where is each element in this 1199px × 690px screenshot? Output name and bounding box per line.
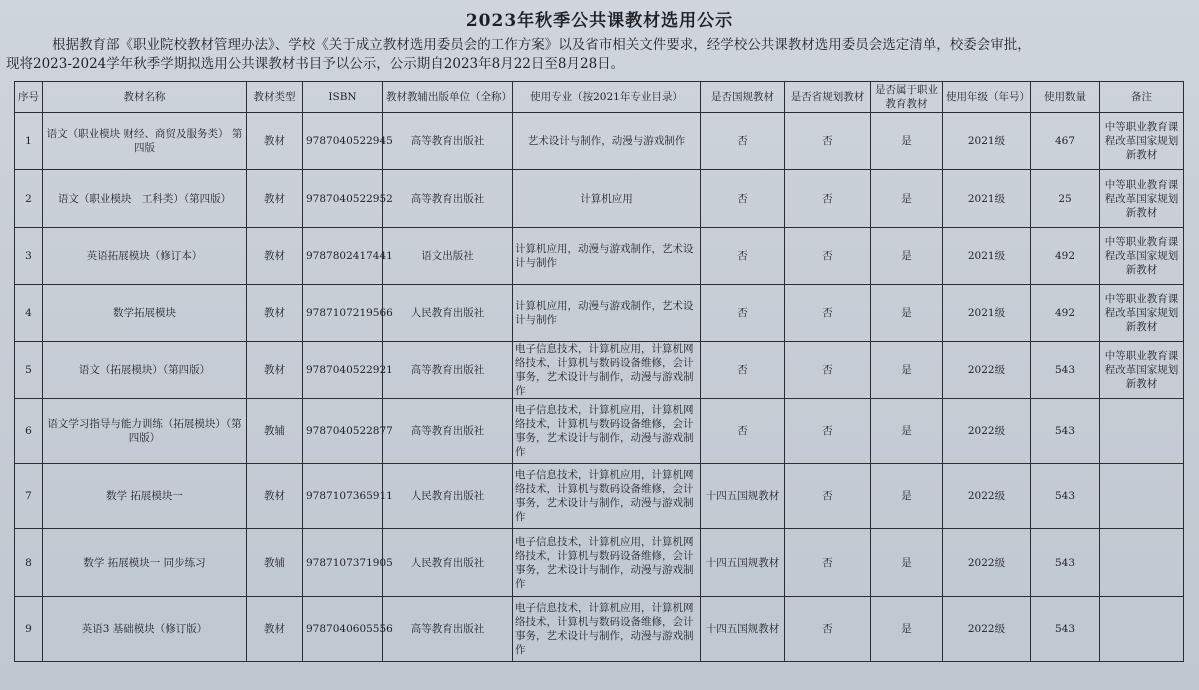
header-cell: 使用数量 xyxy=(1031,82,1100,113)
grade: 2022级 xyxy=(943,399,1031,464)
textbook-name: 英语拓展模块（修订本） xyxy=(43,228,247,285)
intro-paragraph xyxy=(6,36,1196,74)
textbook-name: 语文（职业模块 财经、商贸及服务类） 第四版 xyxy=(43,113,247,170)
quantity: 543 xyxy=(1031,464,1100,529)
grade: 2021级 xyxy=(943,285,1031,342)
row-number: 2 xyxy=(15,170,43,228)
quantity: 492 xyxy=(1031,285,1100,342)
majors: 电子信息技术，计算机应用，计算机网络技术，计算机与数码设备维修，会计事务，艺术设计与制作，动漫与游戏制作 xyxy=(513,464,701,529)
publisher: 语文出版社 xyxy=(383,228,513,285)
provincial-plan: 否 xyxy=(785,228,871,285)
table-header-row xyxy=(15,82,1184,113)
majors: 电子信息技术，计算机应用，计算机网络技术，计算机与数码设备维修，会计事务，艺术设计与制作，动漫与游戏制作 xyxy=(513,399,701,464)
textbook-name: 语文学习指导与能力训练（拓展模块）（第四版） xyxy=(43,399,247,464)
isbn: 9787107365911 xyxy=(303,464,383,529)
grade: 2022级 xyxy=(943,529,1031,597)
table-row xyxy=(15,464,1184,529)
isbn: 9787107219566 xyxy=(303,285,383,342)
grade: 2022级 xyxy=(943,464,1031,529)
grade: 2021级 xyxy=(943,113,1031,170)
textbook-name: 英语3 基础模块（修订版） xyxy=(43,597,247,662)
publisher: 高等教育出版社 xyxy=(383,399,513,464)
provincial-plan: 否 xyxy=(785,113,871,170)
remarks: 中等职业教育课程改革国家规划新教材 xyxy=(1100,113,1184,170)
remarks xyxy=(1100,399,1184,464)
table-row xyxy=(15,342,1184,399)
row-number: 9 xyxy=(15,597,43,662)
majors: 艺术设计与制作，动漫与游戏制作 xyxy=(513,113,701,170)
provincial-plan: 否 xyxy=(785,529,871,597)
textbook-name: 数学 拓展模块一 xyxy=(43,464,247,529)
quantity: 467 xyxy=(1031,113,1100,170)
textbook-name: 数学拓展模块 xyxy=(43,285,247,342)
majors: 计算机应用，动漫与游戏制作，艺术设计与制作 xyxy=(513,285,701,342)
textbook-name: 语文（职业模块 工科类）（第四版） xyxy=(43,170,247,228)
textbook-type: 教材 xyxy=(247,597,303,662)
header-cell: ISBN xyxy=(303,82,383,113)
header-cell: 是否国规教材 xyxy=(701,82,785,113)
table-row xyxy=(15,170,1184,228)
national-plan: 否 xyxy=(701,170,785,228)
isbn: 9787040522952 xyxy=(303,170,383,228)
textbook-type: 教材 xyxy=(247,113,303,170)
national-plan: 十四五国规教材 xyxy=(701,464,785,529)
publisher: 高等教育出版社 xyxy=(383,342,513,399)
header-cell: 是否属于职业教育教材 xyxy=(871,82,943,113)
isbn: 9787040522921 xyxy=(303,342,383,399)
majors: 计算机应用 xyxy=(513,170,701,228)
table-row xyxy=(15,597,1184,662)
table-row xyxy=(15,399,1184,464)
textbook-name: 数学 拓展模块一 同步练习 xyxy=(43,529,247,597)
intro-line-2: 现将2023-2024学年秋季学期拟选用公共课教材书目予以公示，公示期自2023年8月22日至8月28日。 xyxy=(6,56,625,72)
table-row xyxy=(15,285,1184,342)
vocational: 是 xyxy=(871,597,943,662)
row-number: 7 xyxy=(15,464,43,529)
publisher: 高等教育出版社 xyxy=(383,597,513,662)
row-number: 8 xyxy=(15,529,43,597)
grade: 2021级 xyxy=(943,170,1031,228)
national-plan: 十四五国规教材 xyxy=(701,529,785,597)
isbn: 9787040522945 xyxy=(303,113,383,170)
header-cell: 教材教辅出版单位（全称） xyxy=(383,82,513,113)
quantity: 543 xyxy=(1031,342,1100,399)
provincial-plan: 否 xyxy=(785,342,871,399)
majors: 计算机应用，动漫与游戏制作，艺术设计与制作 xyxy=(513,228,701,285)
publisher: 高等教育出版社 xyxy=(383,170,513,228)
header-cell: 教材名称 xyxy=(43,82,247,113)
table-row xyxy=(15,529,1184,597)
remarks xyxy=(1100,464,1184,529)
remarks: 中等职业教育课程改革国家规划新教材 xyxy=(1100,228,1184,285)
header-cell: 使用年级（年号） xyxy=(943,82,1031,113)
header-cell: 是否省规划教材 xyxy=(785,82,871,113)
provincial-plan: 否 xyxy=(785,399,871,464)
national-plan: 否 xyxy=(701,399,785,464)
row-number: 4 xyxy=(15,285,43,342)
publisher: 高等教育出版社 xyxy=(383,113,513,170)
textbook-type: 教材 xyxy=(247,170,303,228)
textbook-type: 教材 xyxy=(247,228,303,285)
majors: 电子信息技术，计算机应用，计算机网络技术，计算机与数码设备维修，会计事务，艺术设计与制作，动漫与游戏制作 xyxy=(513,529,701,597)
national-plan: 十四五国规教材 xyxy=(701,597,785,662)
provincial-plan: 否 xyxy=(785,285,871,342)
national-plan: 否 xyxy=(701,113,785,170)
quantity: 543 xyxy=(1031,597,1100,662)
remarks: 中等职业教育课程改革国家规划新教材 xyxy=(1100,342,1184,399)
grade: 2022级 xyxy=(943,342,1031,399)
provincial-plan: 否 xyxy=(785,170,871,228)
provincial-plan: 否 xyxy=(785,597,871,662)
remarks: 中等职业教育课程改革国家规划新教材 xyxy=(1100,285,1184,342)
remarks: 中等职业教育课程改革国家规划新教材 xyxy=(1100,170,1184,228)
textbook-type: 教材 xyxy=(247,342,303,399)
header-cell: 备注 xyxy=(1100,82,1184,113)
majors: 电子信息技术，计算机应用，计算机网络技术，计算机与数码设备维修，会计事务，艺术设计与制作，动漫与游戏制作 xyxy=(513,342,701,399)
header-cell: 使用专业（按2021年专业目录） xyxy=(513,82,701,113)
isbn: 9787040605556 xyxy=(303,597,383,662)
row-number: 5 xyxy=(15,342,43,399)
remarks xyxy=(1100,529,1184,597)
vocational: 是 xyxy=(871,464,943,529)
page-title: 2023年秋季公共课教材选用公示 xyxy=(465,11,734,31)
quantity: 543 xyxy=(1031,399,1100,464)
quantity: 25 xyxy=(1031,170,1100,228)
vocational: 是 xyxy=(871,285,943,342)
vocational: 是 xyxy=(871,399,943,464)
grade: 2022级 xyxy=(943,597,1031,662)
publisher: 人民教育出版社 xyxy=(383,285,513,342)
grade: 2021级 xyxy=(943,228,1031,285)
intro-line-1: 根据教育部《职业院校教材管理办法》、学校《关于成立教材选用委员会的工作方案》以及省市相关文件要求，经学校公共课教材选用委员会选定清单，校委会审批， xyxy=(52,37,1031,53)
textbook-name: 语文（拓展模块）（第四版） xyxy=(43,342,247,399)
textbook-type: 教辅 xyxy=(247,529,303,597)
header-cell: 序号 xyxy=(15,82,43,113)
quantity: 492 xyxy=(1031,228,1100,285)
textbook-type: 教材 xyxy=(247,464,303,529)
quantity: 543 xyxy=(1031,529,1100,597)
header-cell: 教材类型 xyxy=(247,82,303,113)
isbn: 9787802417441 xyxy=(303,228,383,285)
row-number: 1 xyxy=(15,113,43,170)
table-row xyxy=(15,113,1184,170)
textbook-type: 教辅 xyxy=(247,399,303,464)
isbn: 9787107371905 xyxy=(303,529,383,597)
vocational: 是 xyxy=(871,170,943,228)
textbook-type: 教材 xyxy=(247,285,303,342)
isbn: 9787040522877 xyxy=(303,399,383,464)
national-plan: 否 xyxy=(701,285,785,342)
publisher: 人民教育出版社 xyxy=(383,464,513,529)
provincial-plan: 否 xyxy=(785,464,871,529)
table-row xyxy=(15,228,1184,285)
row-number: 3 xyxy=(15,228,43,285)
vocational: 是 xyxy=(871,342,943,399)
publisher: 人民教育出版社 xyxy=(383,529,513,597)
national-plan: 否 xyxy=(701,228,785,285)
remarks xyxy=(1100,597,1184,662)
vocational: 是 xyxy=(871,529,943,597)
row-number: 6 xyxy=(15,399,43,464)
vocational: 是 xyxy=(871,228,943,285)
vocational: 是 xyxy=(871,113,943,170)
textbook-table xyxy=(14,81,1184,662)
majors: 电子信息技术，计算机应用，计算机网络技术，计算机与数码设备维修，会计事务，艺术设计与制作，动漫与游戏制作 xyxy=(513,597,701,662)
national-plan: 否 xyxy=(701,342,785,399)
